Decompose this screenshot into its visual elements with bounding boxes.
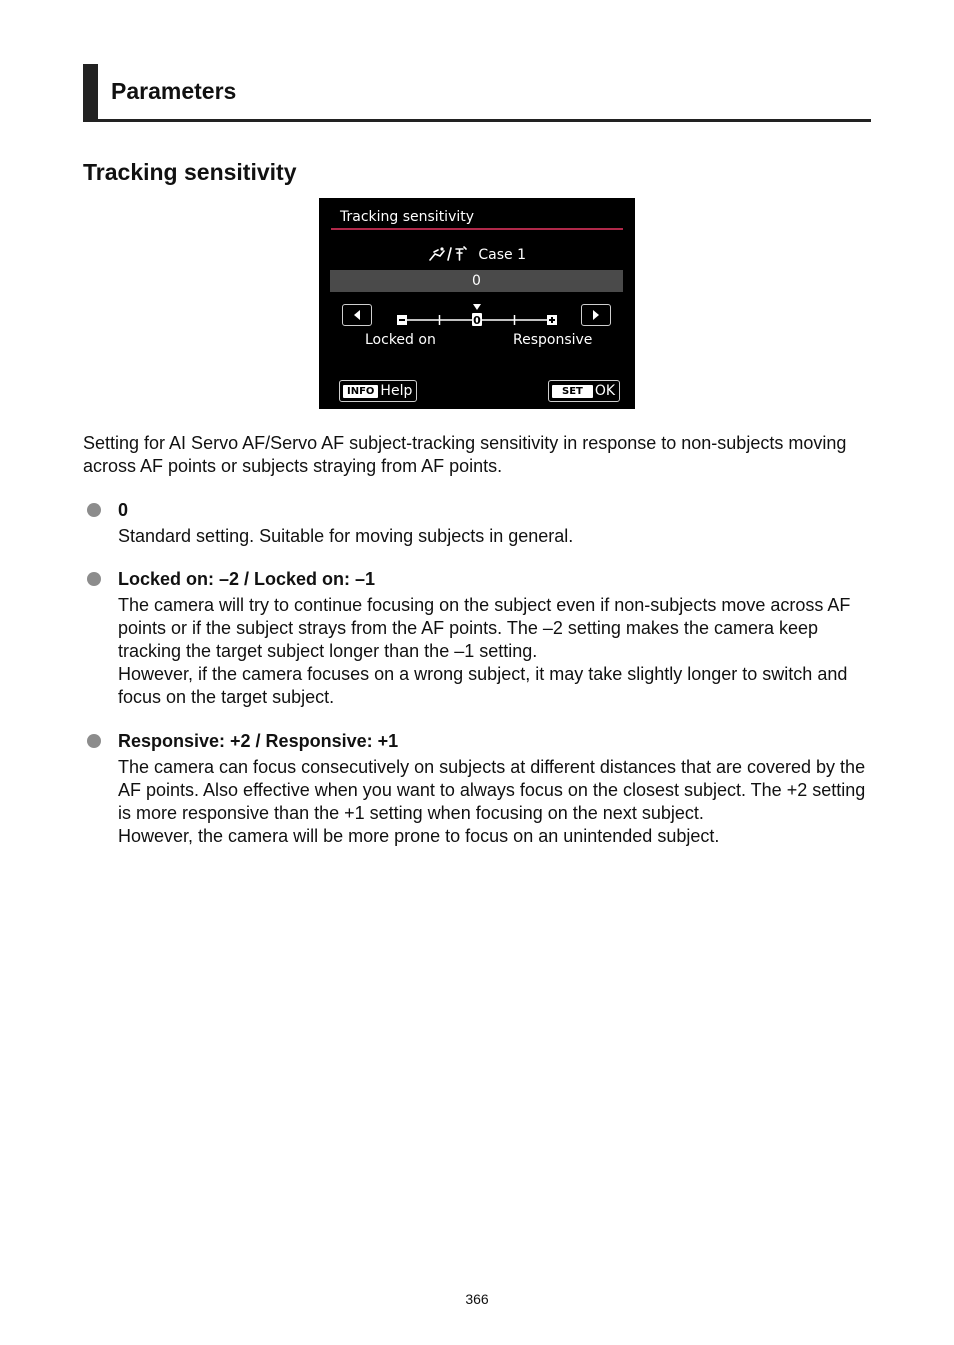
list-item-heading: Responsive: +2 / Responsive: +1 (118, 731, 399, 751)
locked-on-label: Locked on (365, 332, 436, 348)
screen-title: Tracking sensitivity (340, 209, 475, 225)
case-label: Case 1 (478, 247, 527, 263)
bullet-icon (87, 734, 101, 748)
list-item-heading: Locked on: –2 / Locked on: –1 (118, 569, 376, 589)
help-label: Help (380, 383, 413, 399)
description-line: Standard setting. Suitable for moving subjects in general. (118, 526, 574, 546)
section-title: Parameters (111, 78, 237, 104)
intro-paragraph: Setting for AI Servo AF/Servo AF subject-tracking sensitivity in response to non-subjects moving across AF points or subjects straying from AF points. (83, 433, 847, 476)
arrow-right-icon (593, 310, 599, 320)
ok-label: OK (594, 383, 616, 399)
section-header (83, 64, 871, 122)
camera-menu-screen (319, 198, 635, 409)
help-button[interactable] (339, 380, 417, 402)
subsection-title: Tracking sensitivity (83, 159, 297, 185)
list-item-description (118, 525, 873, 548)
slider-marker[interactable] (472, 304, 482, 327)
page-number: 366 (465, 1291, 489, 1307)
screen-title-underline (331, 228, 623, 230)
section-header-bar (83, 64, 98, 119)
bullet-icon (87, 503, 101, 517)
list-item-heading: 0 (118, 500, 129, 520)
list-item-description (118, 756, 873, 848)
description-line: However, the camera will be more prone to focus on an unintended subject. (118, 826, 720, 846)
description-line: However, if the camera focuses on a wrong subject, it may take slightly longer to switch and focus on the target subject. (118, 664, 848, 707)
info-tag: INFO (343, 385, 378, 398)
servo-af-icon (428, 246, 474, 262)
increase-button[interactable] (581, 304, 611, 326)
decrease-button[interactable] (342, 304, 372, 326)
description-line: The camera can focus consecutively on subjects at different distances that are covered by the AF points. Also effective when you want to always focus on the closest subject. The +2 setting is more responsive than the +1 setting when focusing on the next subject. (118, 757, 866, 823)
bullet-icon (87, 572, 101, 586)
case-row (319, 246, 635, 263)
slider-value-label: 0 (473, 314, 481, 327)
responsive-label: Responsive (513, 332, 593, 348)
ok-button[interactable] (548, 380, 620, 402)
set-tag: SET (552, 385, 593, 398)
description-line: The camera will try to continue focusing on the subject even if non-subjects move across AF points or if the subject strays from the AF points. The –2 setting makes the camera keep tracking the target subject longer than the –1 setting. (118, 595, 851, 661)
value-display: 0 (330, 270, 623, 292)
list-item-description (118, 594, 873, 709)
arrow-left-icon (354, 310, 360, 320)
sensitivity-slider[interactable] (393, 302, 563, 332)
